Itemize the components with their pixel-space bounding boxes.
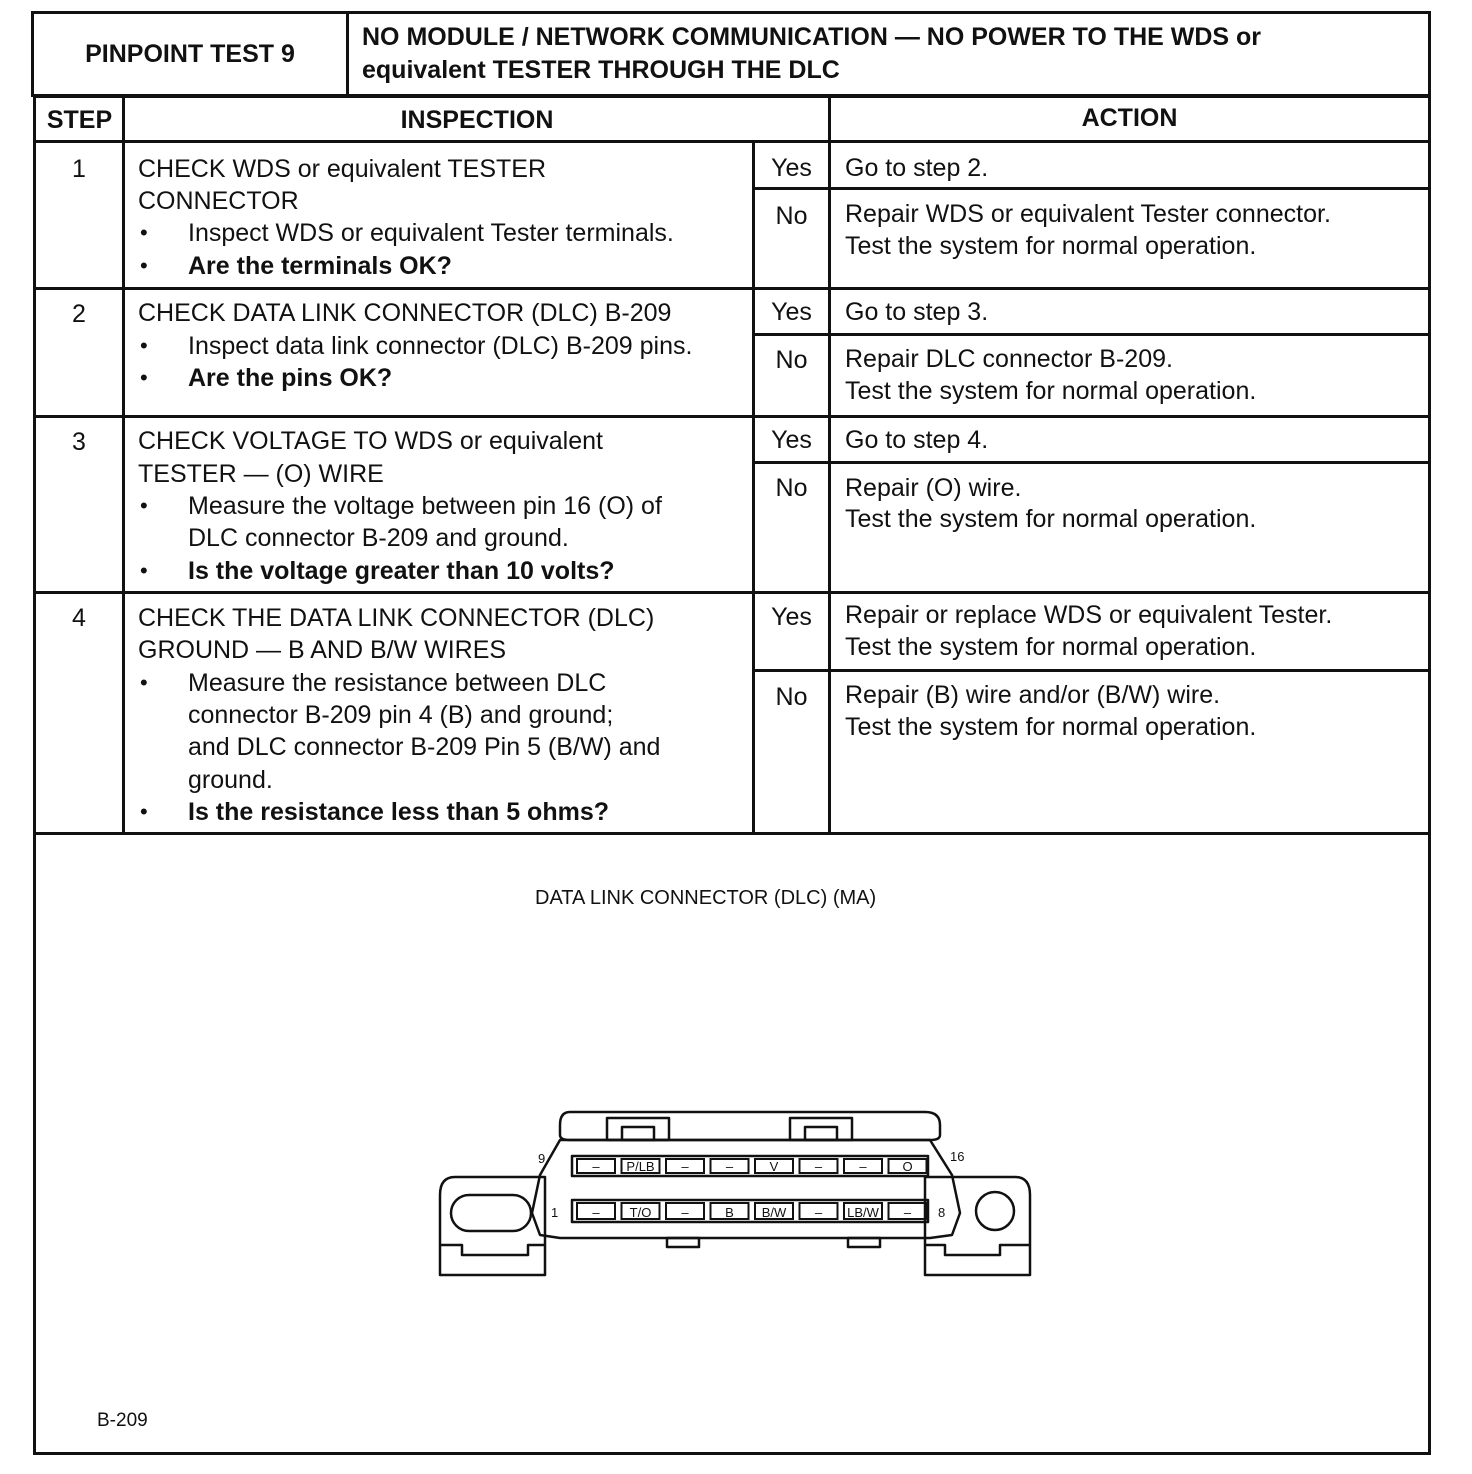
step-instruction-line: and DLC connector B-209 Pin 5 (B/W) and bbox=[188, 733, 661, 761]
top-pin-label: O bbox=[902, 1159, 913, 1174]
top-pin-label: – bbox=[859, 1159, 867, 1174]
step-number: 3 bbox=[72, 428, 86, 456]
step-question: Is the voltage greater than 10 volts? bbox=[188, 557, 615, 585]
bottom-pin-label: B bbox=[725, 1205, 734, 1220]
no-label: No bbox=[775, 346, 808, 374]
bullet-glyph: • bbox=[140, 558, 148, 583]
test-title-line-2: equivalent TESTER THROUGH THE DLC bbox=[362, 56, 840, 84]
step-question: Is the resistance less than 5 ohms? bbox=[188, 798, 609, 826]
top-pin-label: P/LB bbox=[626, 1159, 655, 1174]
top-pin-label: – bbox=[681, 1159, 689, 1174]
no-action-line: Repair (B) wire and/or (B/W) wire. bbox=[845, 681, 1221, 709]
bottom-pin-label: – bbox=[592, 1205, 600, 1220]
step-instruction-line: Measure the resistance between DLC bbox=[188, 669, 607, 697]
step-title-line: CHECK WDS or equivalent TESTER bbox=[138, 155, 546, 183]
right-mounting-flange bbox=[925, 1177, 1030, 1275]
step-instruction-line: Measure the voltage between pin 16 (O) of bbox=[188, 492, 662, 520]
step-title-line: CHECK VOLTAGE TO WDS or equivalent bbox=[138, 427, 603, 455]
right-mounting-hole bbox=[976, 1192, 1014, 1230]
yes-action-line: Go to step 4. bbox=[845, 426, 989, 454]
bullet-glyph: • bbox=[140, 493, 148, 518]
no-action-line: Test the system for normal operation. bbox=[845, 505, 1257, 533]
step-title-line: TESTER — (O) WIRE bbox=[138, 460, 384, 488]
bullet-glyph: • bbox=[140, 799, 148, 824]
bottom-pin-label: – bbox=[903, 1205, 912, 1220]
top-pin-label: – bbox=[592, 1159, 600, 1174]
pin-number-label: 1 bbox=[551, 1205, 559, 1220]
yes-action-line: Test the system for normal operation. bbox=[845, 633, 1257, 661]
connector-id: B-209 bbox=[97, 1410, 148, 1431]
step-title-line: GROUND — B AND B/W WIRES bbox=[138, 636, 507, 664]
top-pin-label: – bbox=[725, 1159, 734, 1174]
pin-number-label: 9 bbox=[538, 1151, 546, 1166]
bottom-pin-label: – bbox=[681, 1205, 689, 1220]
bottom-pin-label: – bbox=[814, 1205, 823, 1220]
column-header-step: STEP bbox=[46, 106, 113, 134]
step-number: 1 bbox=[72, 155, 86, 183]
step-number: 4 bbox=[72, 604, 86, 632]
bottom-pin-label: B/W bbox=[761, 1205, 787, 1220]
connector-latch-band bbox=[560, 1112, 940, 1140]
no-label: No bbox=[775, 202, 808, 230]
step-number: 2 bbox=[72, 300, 86, 328]
column-header-action: ACTION bbox=[1081, 104, 1178, 132]
no-label: No bbox=[775, 474, 808, 502]
yes-action-line: Repair or replace WDS or equivalent Tester. bbox=[845, 601, 1333, 629]
step-question: Are the terminals OK? bbox=[188, 252, 452, 280]
bottom-pin-label: T/O bbox=[629, 1205, 652, 1220]
step-instruction-line: ground. bbox=[188, 766, 273, 794]
step-title-line: CHECK DATA LINK CONNECTOR (DLC) B-209 bbox=[138, 299, 672, 327]
no-action-line: Repair DLC connector B-209. bbox=[845, 345, 1173, 373]
step-instruction-line: Inspect data link connector (DLC) B-209 pins. bbox=[188, 332, 693, 360]
bullet-glyph: • bbox=[140, 365, 148, 390]
yes-label: Yes bbox=[771, 603, 812, 631]
left-mounting-slot bbox=[451, 1195, 531, 1231]
bullet-glyph: • bbox=[140, 670, 148, 695]
no-action-line: Repair (O) wire. bbox=[845, 474, 1022, 502]
pin-number-label: 8 bbox=[938, 1205, 946, 1220]
diagram-caption: DATA LINK CONNECTOR (DLC) (MA) bbox=[535, 887, 877, 909]
yes-action-line: Go to step 3. bbox=[845, 298, 989, 326]
bullet-glyph: • bbox=[140, 333, 148, 358]
top-pin-label: – bbox=[814, 1159, 823, 1174]
step-instruction-line: connector B-209 pin 4 (B) and ground; bbox=[188, 701, 614, 729]
connector-body bbox=[532, 1140, 960, 1238]
step-title-line: CHECK THE DATA LINK CONNECTOR (DLC) bbox=[138, 604, 655, 632]
bullet-glyph: • bbox=[140, 220, 148, 245]
yes-action-line: Go to step 2. bbox=[845, 154, 989, 182]
bottom-pin-label: LB/W bbox=[847, 1205, 879, 1220]
yes-label: Yes bbox=[771, 154, 812, 182]
yes-label: Yes bbox=[771, 426, 812, 454]
no-action-line: Test the system for normal operation. bbox=[845, 232, 1257, 260]
no-action-line: Repair WDS or equivalent Tester connector. bbox=[845, 200, 1331, 228]
test-label: PINPOINT TEST 9 bbox=[85, 40, 295, 68]
step-instruction-line: DLC connector B-209 and ground. bbox=[188, 524, 569, 552]
column-header-inspection: INSPECTION bbox=[400, 106, 554, 134]
no-action-line: Test the system for normal operation. bbox=[845, 377, 1257, 405]
step-instruction-line: Inspect WDS or equivalent Tester terminals. bbox=[188, 219, 674, 247]
step-question: Are the pins OK? bbox=[188, 364, 393, 392]
no-label: No bbox=[775, 683, 808, 711]
pin-number-label: 16 bbox=[950, 1149, 965, 1164]
bullet-glyph: • bbox=[140, 253, 148, 278]
yes-label: Yes bbox=[771, 298, 812, 326]
no-action-line: Test the system for normal operation. bbox=[845, 713, 1257, 741]
step-title-line: CONNECTOR bbox=[138, 187, 299, 215]
test-title-line-1: NO MODULE / NETWORK COMMUNICATION — NO POWER TO THE WDS or bbox=[362, 23, 1262, 51]
top-pin-label: V bbox=[769, 1159, 779, 1174]
